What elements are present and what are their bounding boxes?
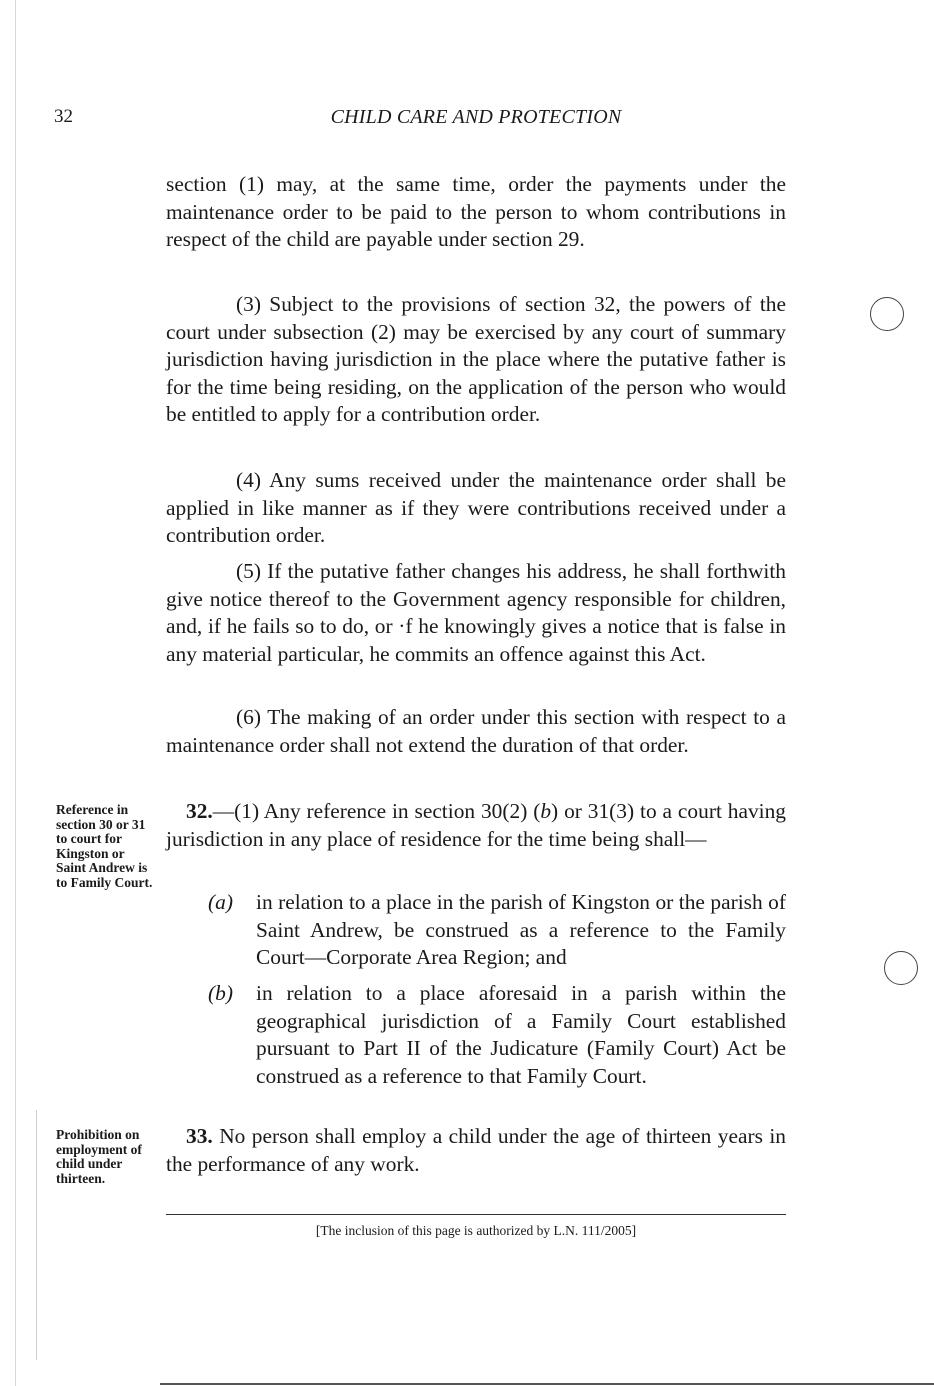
section-32-intro [166,798,786,853]
section-32-number: 32. [186,799,213,823]
scan-edge-line [15,0,16,1386]
list-item-label: (a) [208,890,233,914]
punch-hole-mark [884,951,918,985]
section-33-text [166,1123,786,1178]
list-item-text: in relation to a place in the parish of Kingston or the parish of Saint Andrew, be construed as a reference to the Family Court—Corporate Area Region; and [256,890,786,969]
paragraph-subsection-5: (5) If the putative father changes his address, he shall forthwith give notice thereof to the Government agency responsible for children, and, if he fails so to do, or ·f he knowingly gives a notice that is false in any material particular, he commits an offence against this Act. [166,559,786,666]
section-32-text-a: —(1) Any reference in section 30(2) ( [212,799,541,823]
section-32-italic-b: b [540,799,552,823]
section-33-body: No person shall employ a child under the age of thirteen years in the performance of any work. [166,1124,786,1176]
running-title: CHILD CARE AND PROTECTION [330,106,622,128]
section-32-text-b: ) or 31(3) to a court having jurisdiction in any place of residence for the time being shall— [166,799,786,851]
paragraph-continuation: section (1) may, at the same time, order the payments under the maintenance order to be paid to the person to whom contributions in respect of the child are payable under section 29. [166,172,786,251]
list-item-text: in relation to a place aforesaid in a parish within the geographical jurisdiction of a Family Court established pursuant to Part II of the Judicature (Family Court) Act be construed as a reference to that Family Court. [256,981,786,1088]
page-bottom-edge [160,1383,934,1385]
list-item-label: (b) [208,981,233,1005]
page-number: 32 [54,106,73,127]
margin-note-section-33: Prohibition on employment of child under thirteen. [56,1127,142,1186]
scan-edge-line [36,1110,37,1360]
paragraph-subsection-6: (6) The making of an order under this section with respect to a maintenance order shall not extend the duration of that order. [166,705,786,757]
footer-rule [166,1214,786,1215]
paragraph-subsection-4: (4) Any sums received under the maintenance order shall be applied in like manner as if they were contributions received under a contribution order. [166,468,786,547]
punch-hole-mark [870,297,904,331]
footer-note: [The inclusion of this page is authorized by L.N. 111/2005] [315,1223,637,1238]
paragraph-subsection-3: (3) Subject to the provisions of section 32, the powers of the court under subsection (2) may be exercised by any court of summary jurisdiction having jurisdiction in the place where the putative father is for the time being residing, on the application of the person who would be entitled to apply for a contribution order. [166,292,786,426]
margin-note-section-32: Reference in section 30 or 31 to court for Kingston or Saint Andrew is to Family Court. [56,802,153,890]
section-33-number: 33. [186,1124,213,1148]
